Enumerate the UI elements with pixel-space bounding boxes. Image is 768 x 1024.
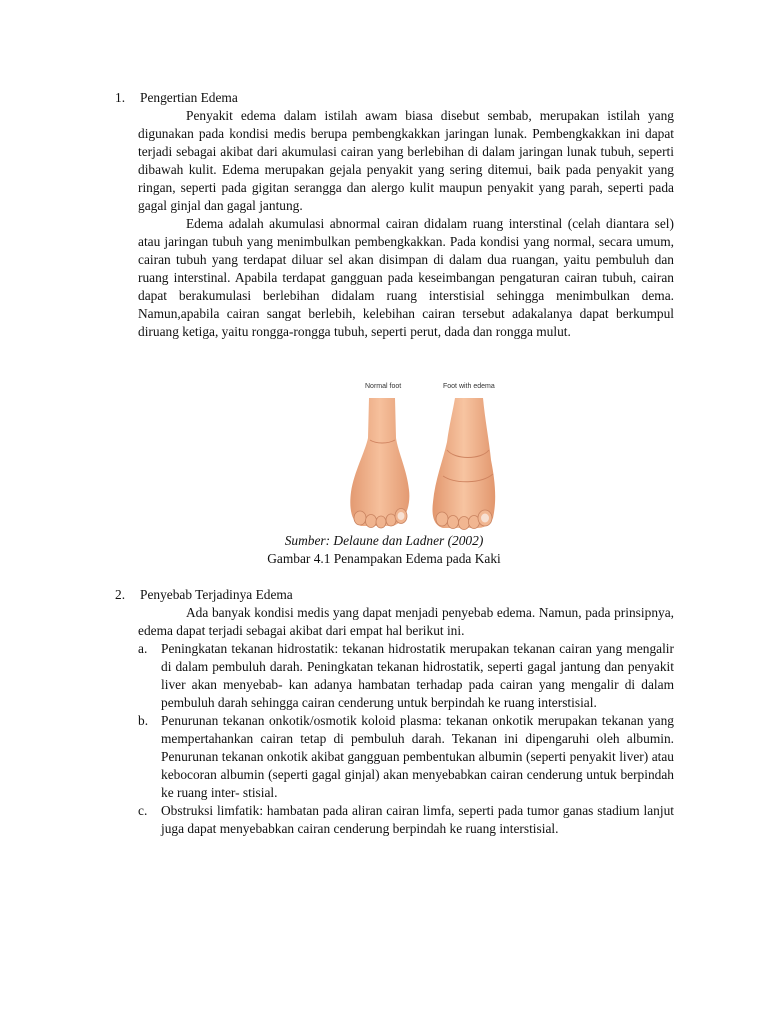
list-item	[138, 712, 674, 802]
list-item-text: Obstruksi limfatik: hambatan pada aliran cairan limfa, seperti pada tumor ganas stadium lanjut juga dapat menyebabkan cairan cenderung berpindah ke ruang interstisial.	[161, 803, 674, 836]
section-1-heading	[115, 89, 675, 107]
normal-foot-image	[350, 398, 409, 528]
section-2-intro: Ada banyak kondisi medis yang dapat menjadi penyebab edema. Namun, pada prinsipnya, edema dapat terjadi sebagai akibat dari empat hal berikut ini.	[138, 605, 674, 638]
normal-foot-label: Normal foot	[365, 383, 402, 390]
section-2-title: Penyebab Terjadinya Edema	[140, 587, 293, 602]
section-2-number: 2.	[115, 587, 126, 602]
edema-foot-figure	[343, 380, 511, 532]
causes-list	[138, 640, 674, 838]
foot-illustration	[343, 380, 511, 532]
section-1-body	[138, 107, 674, 341]
list-item-text: Penurunan tekanan onkotik/osmotik koloid plasma: tekanan onkotik merupakan tekanan yang mempertahankan cairan tetap di pembuluh darah. Tekanan ini dipengaruhi oleh albumin. Penurunan tekanan onkotik akibat gangguan pembentukan albumin (seperti penyakit liver) atau kebocoran albumin (seperti gagal ginjal) akan menyebabkan cairan cenderung untuk berpindah ke ruang inter- stisial.	[161, 713, 674, 800]
section-2-heading	[115, 586, 675, 604]
figure-source: Sumber: Delaune dan Ladner (2002)	[284, 533, 484, 548]
list-item-text: Peningkatan tekanan hidrostatik: tekanan hidrostatik merupakan tekanan cairan yang mengalir di dalam pembuluh darah. Peningkatan tekanan hidrostatik, seperti gagal jantung dan penyakit liver akan menyebab- kan adanya hambatan terhadap pada cairan yang mengalir di dalam pembuluh darah sehingga cairan cenderung untuk berpindah ke ruang interstisial.	[161, 641, 674, 710]
list-item-letter: a.	[138, 641, 148, 656]
edema-foot-label: Foot with edema	[443, 383, 495, 390]
section-1-paragraph-1: Penyakit edema dalam istilah awam biasa disebut sembab, merupakan istilah yang digunakan pada kondisi medis berupa pembengkakkan jaringan lunak. Pembengkakkan ini dapat terjadi sebagai akibat dari akumulasi cairan yang berlebihan di dalam jaringan lunak tubuh, seperti dibawah kulit. Edema merupakan gejala penyakit yang sering ditemui, baik pada penyakit yang ringan, seperti pada gigitan serangga dan alergo kulit maupun penyakit yang parah, seperti pada gagal ginjal dan gagal jantung.	[138, 108, 674, 213]
list-item	[138, 802, 674, 838]
figure-caption: Gambar 4.1 Penampakan Edema pada Kaki	[267, 551, 501, 566]
edema-foot-image	[432, 398, 495, 530]
list-item-letter: c.	[138, 803, 148, 818]
section-2-intro-block	[138, 604, 674, 640]
section-1-paragraph-2: Edema adalah akumulasi abnormal cairan didalam ruang interstinal (celah diantara sel) atau jaringan tubuh yang menimbulkan pembengkakkan. Pada kondisi yang normal, secara umum, cairan tubuh yang terdapat diluar sel akan disimpan di dalam dua ruangan, yaitu pembuluh dan ruang interstinal. Apabila terdapat gangguan pada keseimbangan pengaturan cairan tubuh, cairan dapat berakumulasi berlebihan didalam ruang interstisial sehingga menimbulkan dema. Namun,apabila cairan sangat berlebih, kelebihan cairan tersebut adakalanya dapat berkumpul diruang ketiga, yaitu rongga-rongga tubuh, seperti perut, dada dan rongga mulut.	[138, 216, 674, 339]
list-item	[138, 640, 674, 712]
section-1-title: Pengertian Edema	[140, 90, 238, 105]
list-item-letter: b.	[138, 713, 149, 728]
section-1-number: 1.	[115, 90, 126, 105]
